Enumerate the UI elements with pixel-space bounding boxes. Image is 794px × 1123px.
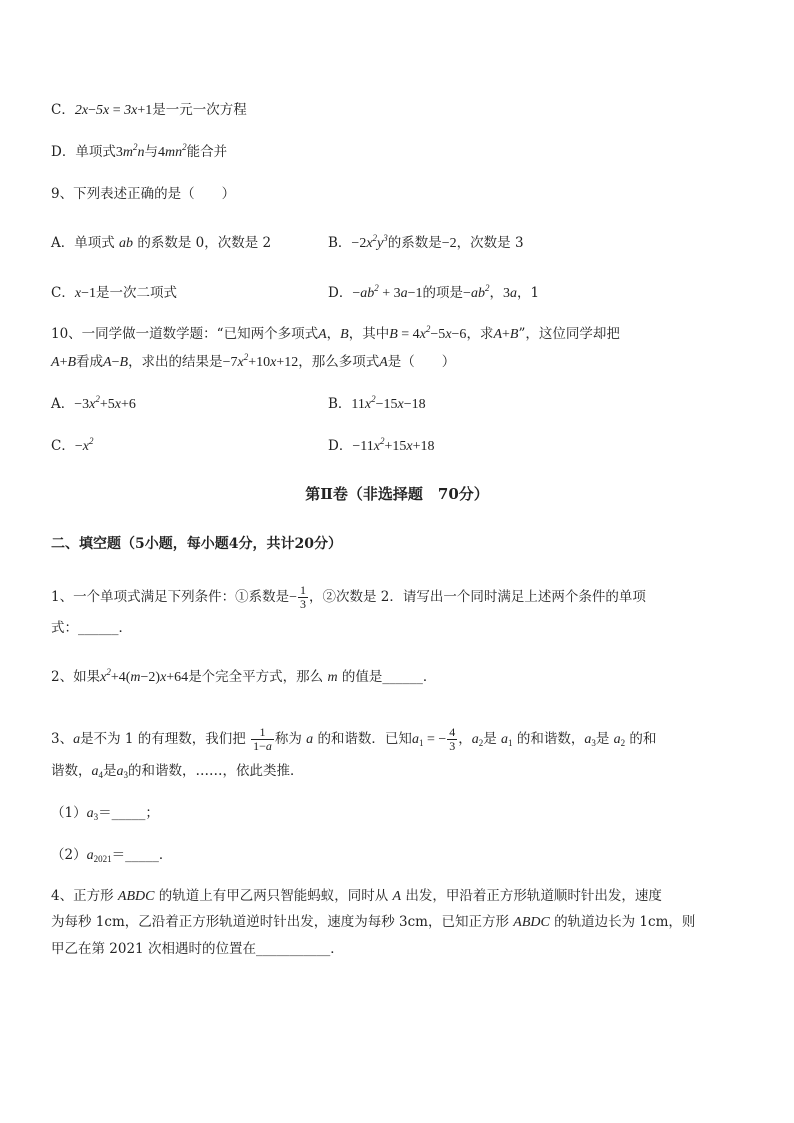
fill1-line2: 式：______． xyxy=(51,620,132,636)
q10-stem-line1: 10、一同学做一道数学题：“已知两个多项式A，B，其中$B = 4x^2-5x-6$，求A+B”，这位同学却把 xyxy=(51,324,620,342)
q8-option-c: C．2x−5x = 3x+1是一元一次方程 xyxy=(51,102,247,118)
q10-option-d: D．$-11x^2+15x+18$ xyxy=(328,436,435,454)
fill3-part1: $(1)a_3=\_\_\_\_\_$； xyxy=(51,805,159,822)
q10-option-a: A．$-3x^2+5x+6$ xyxy=(51,394,136,412)
q10-option-c: C．$-x^2$ xyxy=(51,436,94,454)
fill3-part2: $(2)a_{2021}=\_\_\_\_\_$． xyxy=(51,847,173,864)
q9-option-d: D．$-ab^2 + 3a-1$的项是$-ab^2$，3a，1 xyxy=(328,283,540,301)
fill4-line3: 甲乙在第 2021 次相遇时的位置在___________． xyxy=(51,941,344,957)
fill3-line2: 谐数，$a_4$是$a_3$的和谐数，……，依此类推． xyxy=(51,763,304,780)
fill4-line2: 为每秒 1cm，乙沿着正方形轨道逆时针出发，速度为每秒 3cm，已知正方形 ABDC 的轨道边长为 1cm，则 xyxy=(51,914,696,930)
fill4-line1: 4、正方形 ABDC 的轨道上有甲乙两只智能蚂蚁，同时从 A 出发，甲沿着正方形轨道顺时针出发，速度 xyxy=(51,888,662,904)
fill3-line1: 3、a是不为 1 的有理数，我们把 $\frac{1}{1-a}$ 称为 a 的和谐数．已知$a_1$ = − $\frac{4}{3}$ ，$a_2$是 $a_1$ 的和谐数，$a_3$是 $a_2$ 的和 xyxy=(51,725,657,753)
q8-c-equation: 2x−5x = 3x+1 xyxy=(74,103,153,118)
fraction-harmonic: $\frac{1}{1-a}$ xyxy=(253,725,272,753)
fraction-one-third: $\frac{1}{3}$ xyxy=(300,583,306,611)
fraction-four-thirds: $\frac{4}{3}$ xyxy=(449,725,456,753)
q8-option-d: D．单项式$3m^2n$与$4mn^2$能合并 xyxy=(51,142,228,160)
fill2: 2、如果$x^2+4(m-2)x+64$是个完全平方式，那么 m 的值是______． xyxy=(51,667,437,685)
q9-stem: 9、下列表述正确的是（ ） xyxy=(51,186,236,202)
q9-option-b: B．$-2x^2y^3$的系数是−2，次数是 3 xyxy=(328,233,524,251)
fill1-line1: 1、一个单项式满足下列条件：①系数是− $\frac{1}{3}$ ，②次数是 2．请写出一个同时满足上述两个条件的单项 xyxy=(51,583,646,611)
part-2-heading: 二、填空题（5小题，每小题4分，共计20分） xyxy=(51,536,342,552)
q10-stem-line2: A+B看成A−B，求出的结果是$-7x^2+10x+12$，那么多项式A是（ ） xyxy=(51,352,456,370)
section-2-title: 第Ⅱ卷（非选择题 70分） xyxy=(305,485,489,503)
q9-option-c: C．x−1是一次二项式 xyxy=(51,285,177,301)
q10-option-b: B．$11x^2-15x-18$ xyxy=(328,394,426,412)
q9-option-a: A．单项式 ab 的系数是 0，次数是 2 xyxy=(51,235,272,251)
